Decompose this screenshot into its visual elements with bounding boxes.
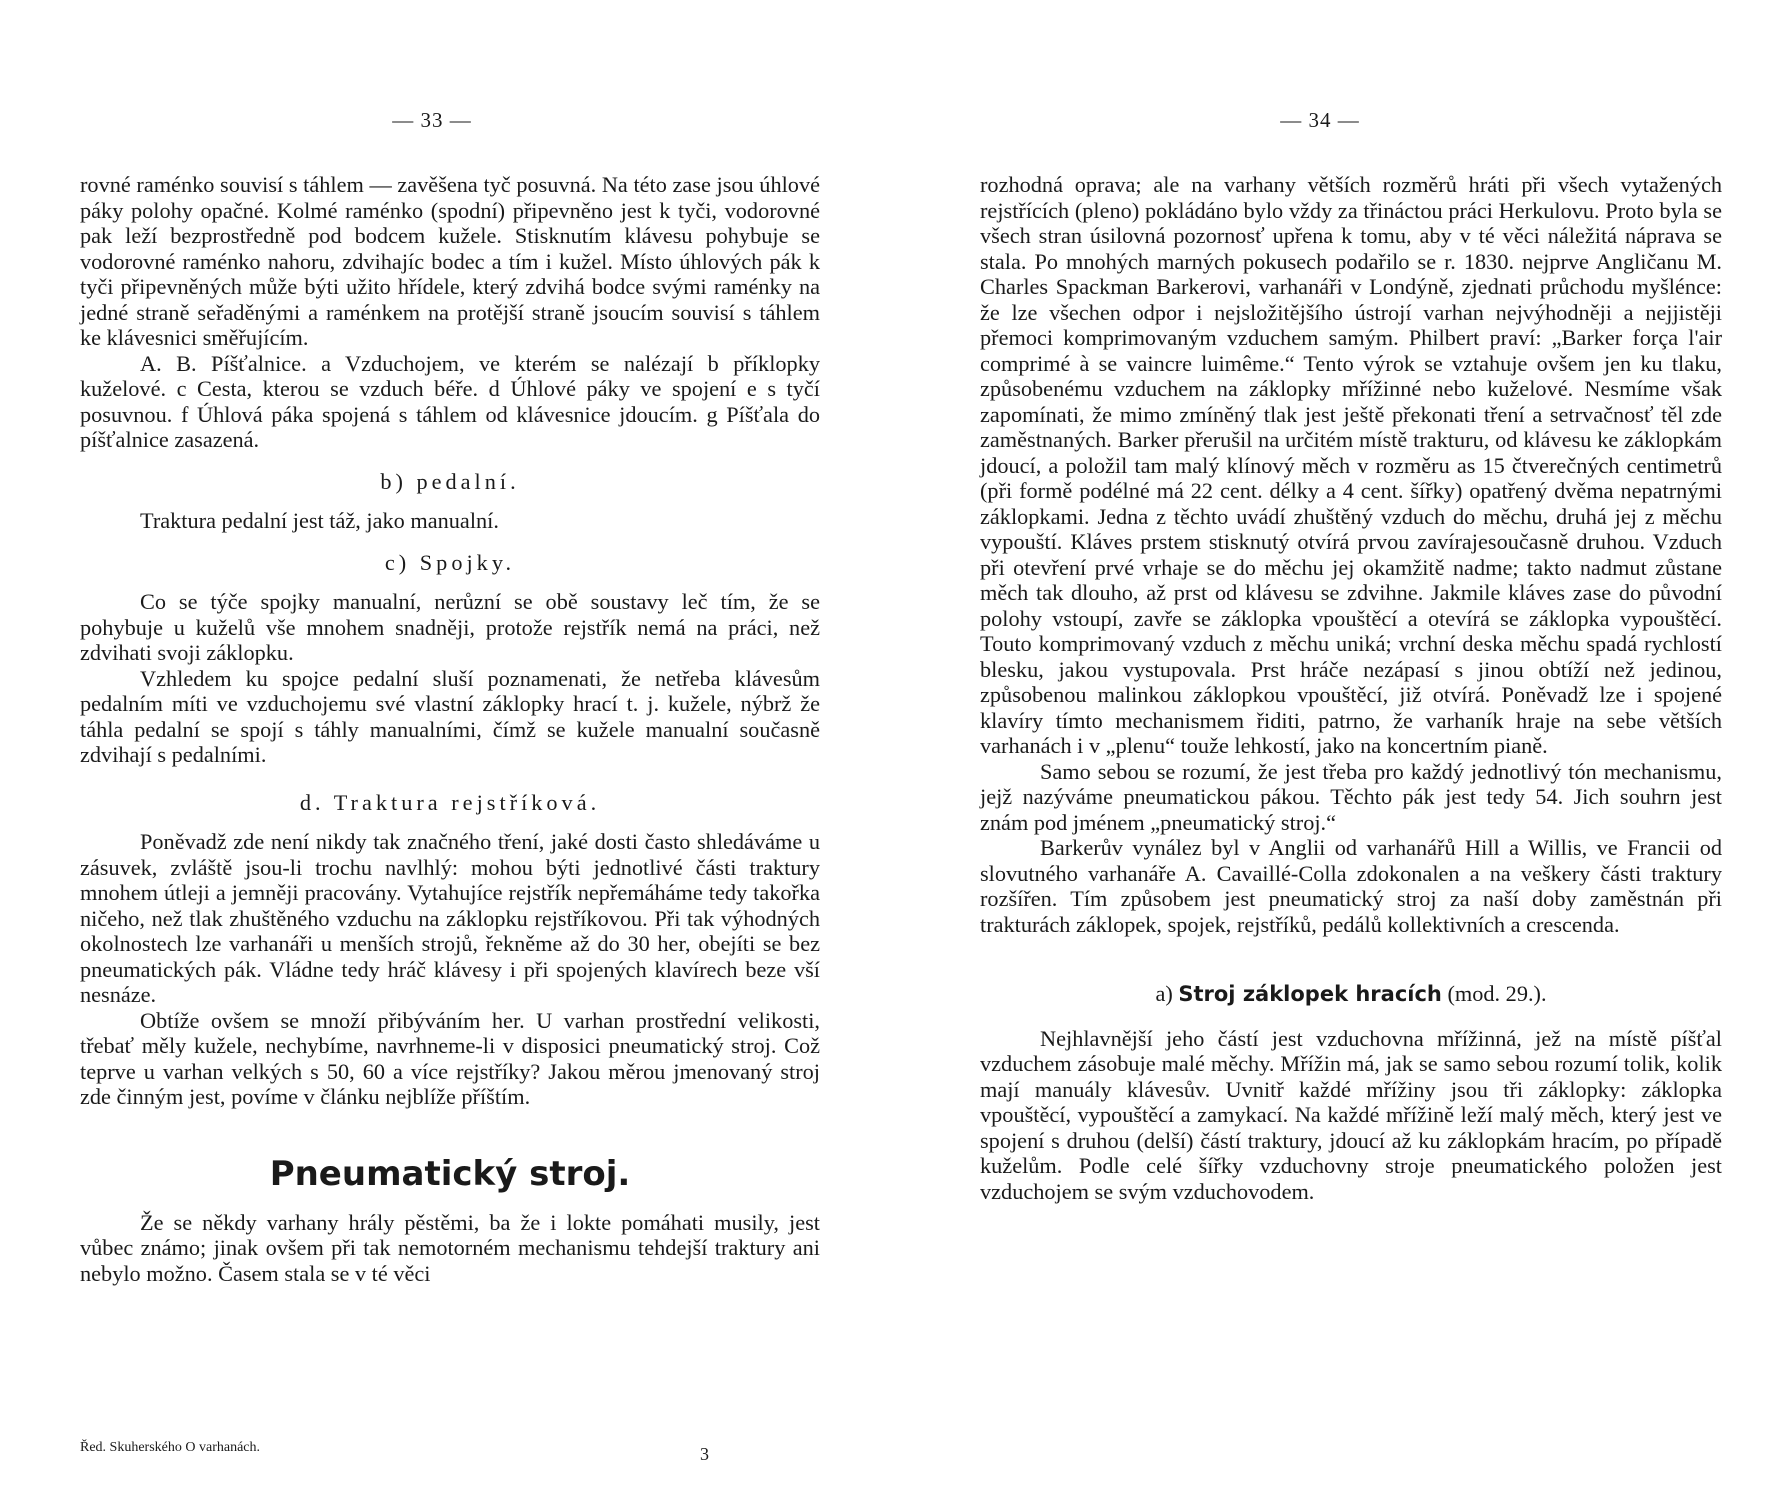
paragraph: Samo sebou se rozumí, že jest třeba pro každý jednotlivý tón mechanismu, jejž nazýváme pneumatickou pákou. Těchto pák jest tedy 54. Jich souhrn jest znám pod jménem „pneumatický stroj.“ — [980, 758, 1722, 835]
paragraph: Že se někdy varhany hrály pěstěmi, ba že i lokte pomáhati musily, jest vůbec známo; jinak ovšem při tak nemotorném mechanismu tehdejší traktury ani nebylo možno. Časem stala se v té věci — [80, 1209, 820, 1286]
heading-suffix: (mod. 29.). — [1447, 981, 1547, 1006]
left-text-column — [80, 172, 820, 1286]
signature-mark: Řed. Skuherského O varhanách. — [80, 1440, 261, 1455]
heading-strong: Stroj záklopek hracích — [1178, 982, 1442, 1006]
paragraph: Obtíže ovšem se množí přibýváním her. U varhan prostřední velikosti, třebať měly kužele, nechybíme, navrhneme-li v disposici pneumatický stroj. Což teprve u varhan velkých s 50, 60 a více rejstříky? Jakou měrou jmenovaný stroj zde činným jest, povíme v článku nejblíže příštím. — [80, 1007, 820, 1109]
paragraph: rovné raménko souvisí s táhlem — zavěšena tyč posuvná. Na této zase jsou úhlové páky polohy opačné. Kolmé raménko (spodní) připevněno jest k tyči, vodorovné pak leží bezprostředně pod bodcem kužele. Stisknutím klávesu pohybuje se vodorovné raménko nahoru, zdvihajíc bodec a tím i kužel. Místo úhlových pák k tyči připevněných může býti užito hřídele, který zdvihá bodce svými raménky na jedné straně seřaděnými a raménkem na protější straně jsoucím souvisí s táhlem ke klávesnici směřujícím. — [80, 172, 820, 350]
section-heading-a — [980, 981, 1722, 1008]
paragraph: Traktura pedalní jest táž, jako manualní. — [140, 508, 499, 533]
page-number: — 34 — — [1280, 108, 1360, 132]
paragraph: Vzhledem ku spojce pedalní sluší poznamenati, že netřeba klávesům pedalním míti ve vzduchojemu své vlastní záklopky hrací t. j. kužele, nýbrž že táhla pedalní se spojí s táhly manualními, čímž se kužele manualní současně zdvihají s pedalními. — [80, 665, 820, 767]
heading-text: c) Spojky. — [384, 549, 516, 575]
heading-text: d. Traktura rejstříková. — [299, 789, 601, 815]
section-heading-c — [80, 550, 820, 576]
sheet-number: 3 — [700, 1444, 709, 1464]
heading-text: b) pedalní. — [380, 468, 520, 494]
section-heading-d — [80, 790, 820, 816]
figure-legend: A. B. Píšťalnice. a Vzduchojem, ve kterém se nalézají b příklopky kuželové. c Cesta, kterou se vzduch béře. d Úhlové páky ve spojení e s tyčí posuvnou. f Úhlová páka spojená s táhlem od klávesnice jdoucím. g Píšťala do píšťalnice zasazená. — [80, 350, 820, 452]
paragraph: Barkerův vynález byl v Anglii od varhanářů Hill a Willis, ve Francii od slovutného varhanáře A. Cavaillé-Colla zdokonalen a na veškery části traktury rozšířen. Tím způsobem jest pneumatický stroj za naší doby zaměstnán při trakturách záklopek, spojek, rejstříků, pedálů kollektivních a crescenda. — [980, 835, 1722, 937]
paragraph: Co se týče spojky manualní, nerůzní se obě soustavy leč tím, že se pohybuje u kuželů vše mnohem snadněji, protože rejstřík nemá na práci, než zdvihati svoji záklopku. — [80, 589, 820, 665]
paragraph: rozhodná oprava; ale na varhany větších rozměrů hráti při všech vytažených rejstřících (pleno) pokládáno bylo vždy za třináctou práci Herkulovu. Proto byla se všech stran úsilovná pozornosť upřena k tomu, aby v té věci náležitá náprava se stala. Po mnohých marných pokusech podařilo se r. 1830. nejprve Angličanu M. Charles Spackman Barkerovi, varhanáři v Londýně, zjednati průchodu myšlénce: že lze všechen odpor i nejsložitějšího ústrojí varhan nejvýhodněji a nejjistěji přemoci komprimovaným vzduchem samým. Philbert praví: „Barker força l'air comprimé à se vaincre luimême.“ Tento výrok se vztahuje ovšem jen ku tlaku, způsobenému vzduchem na záklopky mřížinné nebo kuželové. Nesmíme však zapomínati, že mimo zmíněný tlak jest ještě překonati tření a setrvačnosť těl zde zaměstnaných. Barker přerušil na určitém místě trakturu, od klávesu ke záklopkám jdoucí, a položil tam malý klínový měch v rozměru as 15 čtverečných centimetrů (při formě podélné má 22 cent. délky a 4 cent. šířky) opatřený dvěma nepatrnými záklopkami. Jedna z těchto uvádí zhuštěný vzduch do měchu, druhá jej z měchu vypouští. Kláves prstem stisknutý otvírá prvou zavírajesoučasně druhou. Vzduch při otevření prvé vrhaje se do měchu jej okamžitě nadme; takto nadmut zůstane měch tak dlouho, až prst od klávesu se zdvihne. Jakmile kláves zase do původní polohy vstoupí, zavře se záklopka vpouštěcí a otevírá se záklopka vypouštěcí. Touto komprimovaný vzduch z měchu uniká; vrchní deska měchu spadá rychlostí blesku, jakou vystupovala. Prst hráče nezápasí s jinou obtíží než jedinou, způsobenou malinkou záklopkou vpouštěcí, již otvírá. Poněvadž lze i spojené klavíry tímto mechanismem řiditi, patrno, že varhaník hraje na sebe větších varhanách i v „plenu“ touže lehkostí, jako na koncertním pianě. — [980, 172, 1722, 758]
right-text-column — [980, 172, 1722, 1204]
section-heading-b — [80, 469, 820, 495]
heading-prefix: a) — [1155, 981, 1173, 1006]
paragraph: Poněvadž zde není nikdy tak značného tření, jaké dosti často shledáváme u zásuvek, zvláště jsou-li trochu navlhlý: mohou býti jednotlivé části traktury mnohem útleji a jemněji pracovány. Vytahujíce rejstřík nepřemáháme tedy takořka ničeho, než tlak zhuštěného vzduchu na záklopku rejstříkovou. Při tak výhodných okolnostech lze varhanáři u menších strojů, řekněme až do 30 her, obejíti se bez pneumatických pák. Vládne tedy hráč klávesy i při spojených klavírech beze vší nesnáze. — [80, 829, 820, 1007]
chapter-title: Pneumatický stroj. — [269, 1153, 631, 1194]
right-page — [896, 0, 1792, 1500]
paragraph: Nejhlavnější jeho částí jest vzduchovna mřížinná, jež na místě píšťal vzduchem zásobuje malé měchy. Mřížin má, jak se samo sebou rozumí tolik, kolik mají manuály klávesův. Uvnitř každé mřížiny jsou tři záklopky: záklopka vpouštěcí, vypouštěcí a zamykací. Na každé mřížině leží malý měch, který jest ve spojení s druhou (delší) částí traktury, jdoucí až ku záklopkám hracím, po případě kuželům. Podle celé šířky vzduchovny stroje pneumatického položen jest vzduchojem se svým vzduchovodem. — [980, 1025, 1722, 1204]
page-number: — 33 — — [392, 108, 472, 132]
